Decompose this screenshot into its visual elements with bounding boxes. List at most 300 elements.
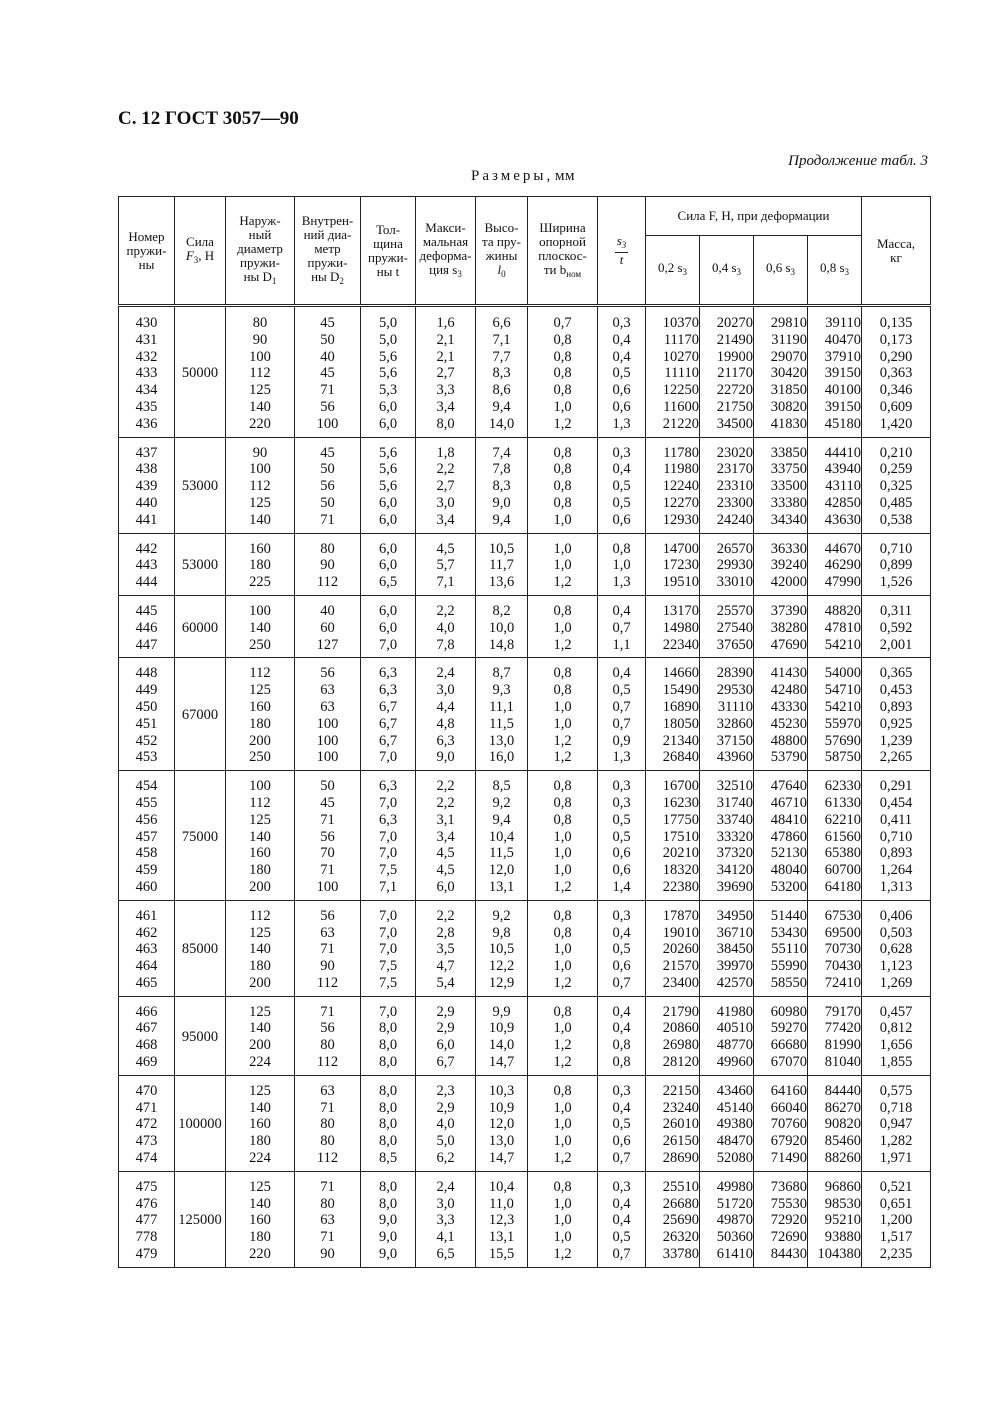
value: 0,710 — [879, 540, 913, 557]
value: 433 — [135, 365, 158, 382]
value: 48410 — [770, 811, 807, 828]
value: 42480 — [770, 682, 807, 699]
value: 50 — [320, 494, 335, 511]
value: 20260 — [662, 941, 699, 958]
value: 2,2 — [436, 461, 455, 478]
cell-force — [175, 437, 226, 533]
value: 0,8 — [612, 1037, 631, 1054]
value: 10,9 — [488, 1099, 515, 1116]
value: 14,7 — [488, 1150, 515, 1167]
value: 0,7 — [553, 315, 572, 331]
value: 112 — [316, 1054, 339, 1071]
cell-height — [476, 533, 528, 595]
value: 16700 — [662, 778, 699, 795]
value: 45 — [320, 365, 335, 382]
dimensions-word: Размеры — [471, 168, 547, 184]
value: 472 — [135, 1116, 158, 1133]
value: 7,5 — [378, 862, 398, 879]
table-row-group — [119, 1075, 931, 1171]
value: 1,1 — [612, 636, 631, 653]
col-header-def-02: 0,2 $s_3$ — [646, 236, 700, 306]
value: 70730 — [824, 941, 861, 958]
value: 0,8 — [553, 907, 572, 924]
value: 90 — [320, 557, 335, 574]
value: 0,8 — [553, 461, 572, 478]
value: 0,5 — [612, 494, 631, 511]
value: 1,656 — [879, 1037, 913, 1054]
cell-force-02 — [646, 533, 700, 595]
cell-inner-diameter — [295, 1075, 361, 1171]
value: 112 — [249, 478, 271, 495]
value: 31110 — [717, 698, 753, 715]
value: 5,6 — [378, 348, 398, 365]
value: 42000 — [770, 574, 807, 591]
cell-force-02 — [646, 595, 700, 657]
value: 56 — [320, 828, 335, 845]
cell-ratio — [598, 437, 646, 533]
force-value: 53000 — [181, 557, 219, 574]
value: 23400 — [662, 974, 699, 991]
value: 7,0 — [378, 636, 398, 653]
value: 125 — [249, 494, 271, 511]
value: 439 — [135, 478, 158, 495]
value: 1,269 — [879, 974, 913, 991]
value: 7,1 — [378, 878, 398, 895]
value: 0,135 — [879, 315, 913, 331]
value: 17750 — [662, 811, 699, 828]
value: 11600 — [663, 398, 699, 415]
table-row-group — [119, 533, 931, 595]
value: 48040 — [770, 862, 807, 879]
value: 4,7 — [436, 958, 455, 975]
value: 1,123 — [879, 958, 913, 975]
value: 2,9 — [436, 1099, 455, 1116]
value: 65380 — [824, 845, 861, 862]
value: 160 — [249, 845, 271, 862]
value: 29810 — [770, 315, 807, 331]
value: 1,2 — [553, 1246, 572, 1263]
value: 21170 — [717, 365, 753, 382]
value: 446 — [135, 619, 158, 636]
cell-outer-diameter — [226, 437, 295, 533]
value: 0,8 — [553, 665, 572, 682]
value: 54000 — [824, 665, 861, 682]
value: 11,7 — [489, 557, 514, 574]
col-header-outer-diameter: Наруж- ный диаметр пружи- ны $D_1$ — [226, 197, 295, 306]
value: 1,0 — [553, 698, 572, 715]
value: 61410 — [716, 1246, 753, 1263]
value: 453 — [135, 749, 158, 766]
value: 220 — [249, 1246, 271, 1263]
value: 1,0 — [553, 557, 572, 574]
value: 2,7 — [436, 365, 455, 382]
cell-inner-diameter — [295, 658, 361, 771]
value: 41830 — [770, 415, 807, 432]
cell-force-08 — [808, 996, 862, 1075]
value: 0,3 — [612, 778, 631, 795]
value: 53790 — [770, 749, 807, 766]
value: 7,0 — [378, 794, 398, 811]
value: 2,2 — [436, 907, 455, 924]
value: 85460 — [824, 1133, 861, 1150]
value: 0,6 — [612, 398, 631, 415]
value: 2,2 — [436, 794, 455, 811]
value: 7,0 — [378, 907, 398, 924]
value: 3,0 — [436, 1195, 455, 1212]
value: 6,6 — [492, 315, 511, 331]
value: 8,0 — [378, 1020, 398, 1037]
value: 21220 — [662, 415, 699, 432]
value: 0,173 — [879, 331, 913, 348]
cell-height — [476, 595, 528, 657]
cell-force-06 — [754, 437, 808, 533]
value: 14660 — [662, 665, 699, 682]
value: 10,3 — [488, 1082, 515, 1099]
cell-max-deformation — [416, 533, 476, 595]
value: 4,0 — [436, 619, 455, 636]
value: 39690 — [716, 878, 753, 895]
col-header-force-group: Сила F, Н, при деформации — [646, 197, 862, 236]
value: 140 — [249, 619, 271, 636]
value: 0,3 — [612, 907, 631, 924]
value: 1,0 — [553, 958, 572, 975]
value: 2,3 — [436, 1082, 455, 1099]
value: 9,0 — [378, 1229, 398, 1246]
value: 5,6 — [378, 444, 398, 461]
col-header-thickness: Тол- щина пружи- ны t — [361, 197, 416, 306]
value: 10270 — [662, 348, 699, 365]
value: 0,8 — [553, 365, 572, 382]
value: 80 — [320, 1037, 335, 1054]
cell-max-deformation — [416, 771, 476, 901]
force-value: 75000 — [181, 828, 219, 845]
cell-max-deformation — [416, 1075, 476, 1171]
value: 70760 — [770, 1116, 807, 1133]
cell-ratio — [598, 1075, 646, 1171]
value: 66040 — [770, 1099, 807, 1116]
value: 0,7 — [612, 1150, 631, 1167]
cell-height — [476, 1075, 528, 1171]
value: 71 — [320, 511, 335, 528]
value: 1,2 — [553, 636, 572, 653]
value: 80 — [320, 540, 335, 557]
value: 84430 — [770, 1246, 807, 1263]
value: 0,503 — [879, 924, 913, 941]
cell-max-deformation — [416, 437, 476, 533]
cell-force-04 — [700, 533, 754, 595]
value: 43630 — [824, 511, 861, 528]
cell-support-width — [528, 1171, 598, 1267]
col-header-def-04: 0,4 $s_3$ — [700, 236, 754, 306]
value: 55970 — [824, 715, 861, 732]
value: 461 — [135, 907, 158, 924]
value: 5,6 — [378, 461, 398, 478]
value: 90 — [320, 1246, 335, 1263]
value: 8,0 — [378, 1082, 398, 1099]
value: 16230 — [662, 794, 699, 811]
value: 100 — [249, 778, 271, 795]
cell-force-04 — [700, 595, 754, 657]
value: 4,4 — [436, 698, 455, 715]
value: 0,8 — [553, 331, 572, 348]
value: 0,325 — [879, 478, 913, 495]
value: 1,0 — [553, 1133, 572, 1150]
value: 443 — [135, 557, 158, 574]
value: 125 — [249, 682, 271, 699]
cell-force — [175, 996, 226, 1075]
value: 0,485 — [879, 494, 913, 511]
cell-ratio — [598, 996, 646, 1075]
table-row-group — [119, 900, 931, 996]
value: 444 — [135, 574, 158, 591]
value: 33500 — [770, 478, 807, 495]
value: 448 — [135, 665, 158, 682]
value: 7,1 — [436, 574, 455, 591]
value: 1,4 — [612, 878, 631, 895]
force-value: 125000 — [178, 1212, 222, 1229]
value: 0,925 — [879, 715, 913, 732]
value: 8,0 — [378, 1178, 398, 1195]
cell-force-08 — [808, 900, 862, 996]
value: 1,0 — [553, 862, 572, 879]
value: 62210 — [824, 811, 861, 828]
value: 0,4 — [612, 461, 631, 478]
cell-force-04 — [700, 771, 754, 901]
force-value: 53000 — [181, 478, 219, 495]
value: 32860 — [716, 715, 753, 732]
value: 2,4 — [436, 665, 455, 682]
value: 1,0 — [553, 845, 572, 862]
value: 36330 — [770, 540, 807, 557]
value: 9,0 — [436, 749, 455, 766]
value: 1,264 — [879, 862, 913, 879]
value: 21490 — [716, 331, 753, 348]
cell-mass — [862, 437, 931, 533]
value: 40100 — [824, 382, 861, 399]
value: 1,239 — [879, 732, 913, 749]
value: 0,8 — [553, 1178, 572, 1195]
value: 6,0 — [436, 1037, 455, 1054]
value: 33750 — [770, 461, 807, 478]
cell-ratio — [598, 1171, 646, 1267]
value: 50 — [320, 461, 335, 478]
value: 40470 — [824, 331, 861, 348]
table-row-group — [119, 1171, 931, 1267]
value: 21750 — [716, 398, 753, 415]
value: 160 — [249, 1212, 271, 1229]
value: 7,1 — [492, 331, 511, 348]
value: 112 — [249, 794, 271, 811]
cell-force-02 — [646, 306, 700, 438]
value: 63 — [320, 1212, 335, 1229]
value: 6,0 — [378, 557, 398, 574]
cell-height — [476, 1171, 528, 1267]
value: 71 — [320, 941, 335, 958]
value: 61330 — [824, 794, 861, 811]
cell-force-08 — [808, 771, 862, 901]
value: 0,363 — [879, 365, 913, 382]
value: 64180 — [824, 878, 861, 895]
value: 25570 — [716, 602, 753, 619]
value: 0,8 — [553, 1082, 572, 1099]
value: 442 — [135, 540, 158, 557]
value: 71490 — [770, 1150, 807, 1167]
page-header: С. 12 ГОСТ 3057—90 — [118, 108, 299, 129]
value: 0,3 — [612, 1082, 631, 1099]
value: 56 — [320, 398, 335, 415]
value: 98530 — [824, 1195, 861, 1212]
value: 180 — [249, 557, 271, 574]
value: 0,406 — [879, 907, 913, 924]
value: 75530 — [770, 1195, 807, 1212]
value: 29930 — [716, 557, 753, 574]
value: 81990 — [824, 1037, 861, 1054]
value: 1,0 — [553, 1020, 572, 1037]
value: 468 — [135, 1037, 158, 1054]
cell-number — [119, 771, 175, 901]
value: 1,200 — [879, 1212, 913, 1229]
value: 8,3 — [492, 365, 511, 382]
cell-force-02 — [646, 900, 700, 996]
value: 1,526 — [879, 574, 913, 591]
value: 100 — [316, 732, 339, 749]
table-row-group — [119, 658, 931, 771]
value: 100 — [249, 461, 271, 478]
value: 0,893 — [879, 698, 913, 715]
value: 50 — [320, 778, 335, 795]
value: 0,5 — [612, 811, 631, 828]
value: 5,3 — [378, 382, 398, 399]
value: 0,4 — [612, 665, 631, 682]
value: 81040 — [824, 1054, 861, 1071]
force-value: 60000 — [181, 619, 219, 636]
value: 49980 — [716, 1178, 753, 1195]
value: 55990 — [770, 958, 807, 975]
value: 33850 — [770, 444, 807, 461]
cell-force-08 — [808, 1171, 862, 1267]
value: 0,8 — [612, 540, 631, 557]
cell-force-04 — [700, 996, 754, 1075]
cell-force-02 — [646, 1075, 700, 1171]
value: 21340 — [662, 732, 699, 749]
value: 50 — [320, 331, 335, 348]
value: 1,2 — [553, 1150, 572, 1167]
cell-mass — [862, 900, 931, 996]
cell-support-width — [528, 658, 598, 771]
value: 71 — [320, 382, 335, 399]
value: 0,893 — [879, 845, 913, 862]
value: 60980 — [770, 1003, 807, 1020]
value: 2,4 — [436, 1178, 455, 1195]
value: 467 — [135, 1020, 158, 1037]
cell-inner-diameter — [295, 900, 361, 996]
value: 71 — [320, 811, 335, 828]
value: 3,1 — [436, 811, 455, 828]
value: 112 — [316, 574, 339, 591]
value: 14,0 — [488, 415, 515, 432]
value: 2,9 — [436, 1020, 455, 1037]
value: 9,9 — [492, 1003, 511, 1020]
value: 1,0 — [553, 1195, 572, 1212]
value: 2,235 — [879, 1246, 913, 1263]
value: 9,4 — [492, 811, 511, 828]
value: 200 — [249, 974, 271, 991]
value: 0,8 — [553, 382, 572, 399]
value: 43460 — [716, 1082, 753, 1099]
cell-force — [175, 306, 226, 438]
cell-inner-diameter — [295, 595, 361, 657]
value: 7,0 — [378, 924, 398, 941]
cell-inner-diameter — [295, 437, 361, 533]
value: 48470 — [716, 1133, 753, 1150]
value: 6,3 — [436, 732, 455, 749]
value: 8,0 — [378, 1116, 398, 1133]
value: 20210 — [662, 845, 699, 862]
value: 19510 — [662, 574, 699, 591]
value: 1,2 — [553, 878, 572, 895]
value: 0,210 — [879, 444, 913, 461]
value: 9,4 — [492, 398, 511, 415]
cell-thickness — [361, 1075, 416, 1171]
cell-support-width — [528, 900, 598, 996]
value: 0,5 — [612, 941, 631, 958]
cell-thickness — [361, 533, 416, 595]
value: 0,947 — [879, 1116, 913, 1133]
value: 4,5 — [436, 845, 455, 862]
value: 8,0 — [378, 1195, 398, 1212]
value: 71 — [320, 1003, 335, 1020]
value: 3,5 — [436, 941, 455, 958]
value: 19900 — [716, 348, 753, 365]
cell-inner-diameter — [295, 533, 361, 595]
value: 29070 — [770, 348, 807, 365]
value: 23170 — [716, 461, 753, 478]
value: 6,0 — [378, 540, 398, 557]
value: 17230 — [662, 557, 699, 574]
cell-number — [119, 1171, 175, 1267]
value: 9,0 — [492, 494, 511, 511]
value: 225 — [249, 574, 271, 591]
value: 0,8 — [553, 602, 572, 619]
value: 2,1 — [436, 331, 455, 348]
value: 180 — [249, 862, 271, 879]
value: 40 — [320, 348, 335, 365]
value: 22150 — [662, 1082, 699, 1099]
value: 0,8 — [553, 1003, 572, 1020]
cell-inner-diameter — [295, 771, 361, 901]
cell-inner-diameter — [295, 1171, 361, 1267]
cell-force-08 — [808, 595, 862, 657]
value: 39110 — [825, 315, 861, 331]
value: 1,855 — [879, 1054, 913, 1071]
value: 180 — [249, 1133, 271, 1150]
value: 2,8 — [436, 924, 455, 941]
cell-height — [476, 996, 528, 1075]
value: 6,7 — [436, 1054, 455, 1071]
value: 1,0 — [553, 941, 572, 958]
value: 56 — [320, 1020, 335, 1037]
value: 14,7 — [488, 1054, 515, 1071]
value: 79170 — [824, 1003, 861, 1020]
value: 12240 — [662, 478, 699, 495]
value: 458 — [135, 845, 158, 862]
value: 17870 — [662, 907, 699, 924]
value: 7,0 — [378, 828, 398, 845]
value: 5,0 — [436, 1133, 455, 1150]
value: 50360 — [716, 1229, 753, 1246]
value: 0,592 — [879, 619, 913, 636]
cell-height — [476, 437, 528, 533]
